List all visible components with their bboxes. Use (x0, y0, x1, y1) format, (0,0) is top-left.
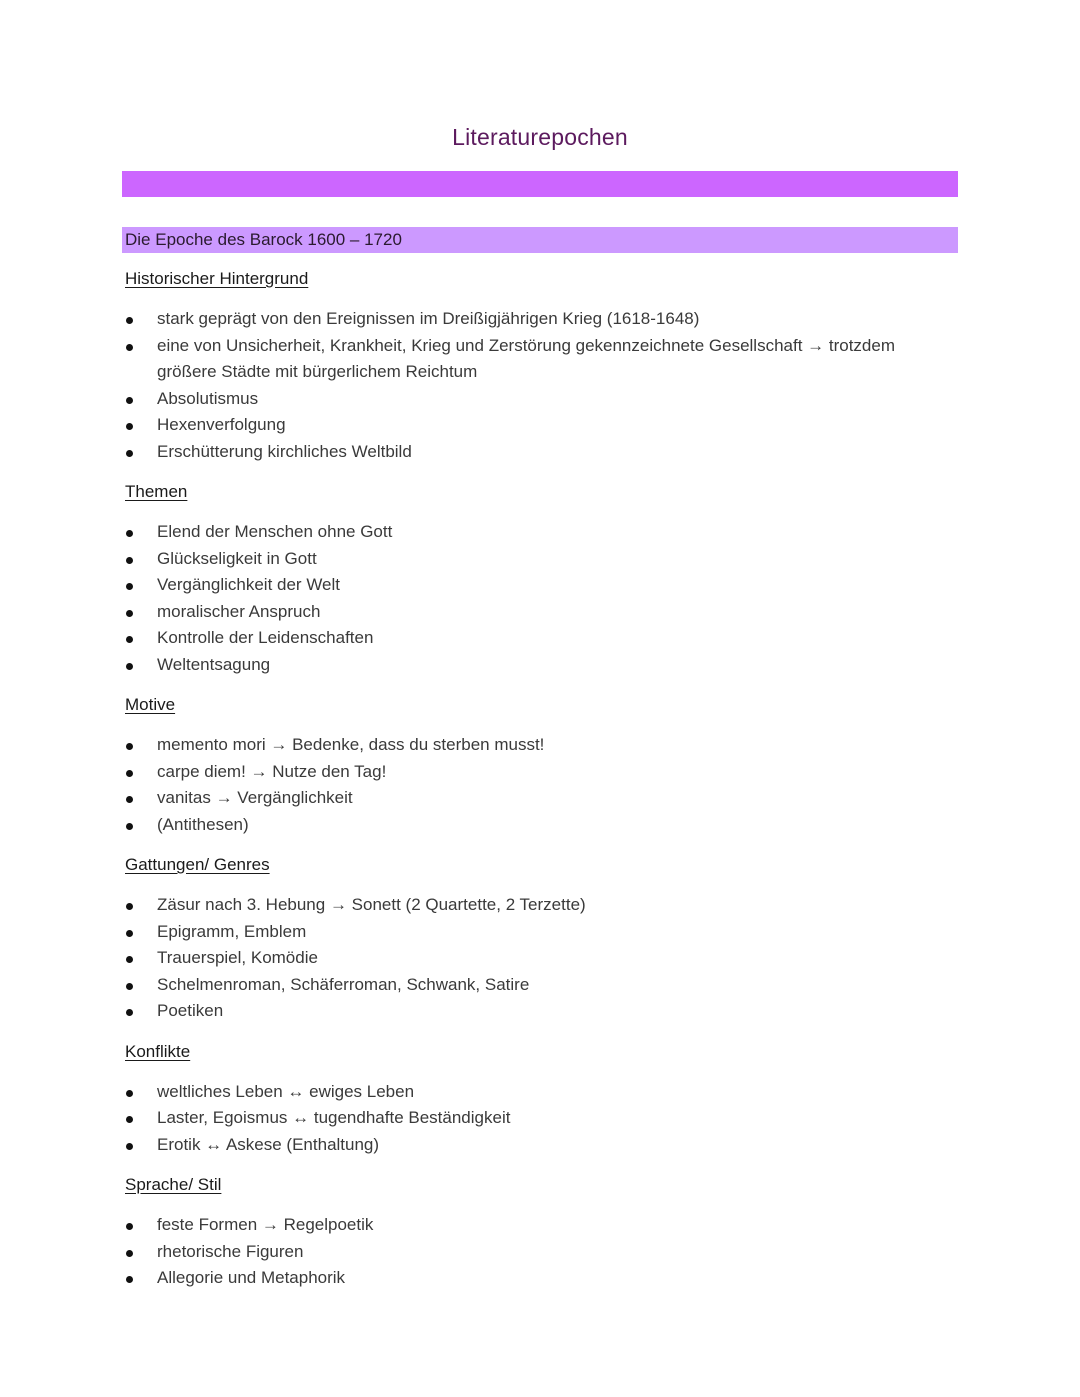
section-heading: Gattungen/ Genres (125, 855, 270, 874)
bullet-list (125, 892, 945, 1025)
list-item: Vergänglichkeit der Welt (125, 572, 945, 599)
section-gattungen-genres (125, 852, 945, 1025)
section-heading: Themen (125, 482, 188, 501)
list-item: Elend der Menschen ohne Gott (125, 519, 945, 546)
section-konflikte (125, 1039, 945, 1159)
bullet-list (125, 519, 945, 678)
section-heading: Konflikte (125, 1041, 191, 1061)
list-item: Absolutismus (125, 386, 945, 413)
list-item: Glückseligkeit in Gott (125, 546, 945, 573)
bullet-list (125, 306, 945, 465)
list-item: stark geprägt von den Ereignissen im Dreißigjährigen Krieg (1618-1648) (125, 306, 945, 333)
list-item: Allegorie und Metaphorik (125, 1265, 945, 1292)
list-item: eine von Unsicherheit, Krankheit, Krieg und Zerstörung gekennzeichnete Gesellschaft → trotzdem größere Städte mit bürgerlichem Reichtum (125, 333, 945, 386)
list-item: Laster, Egoismus ↔ tugendhafte Beständigkeit (125, 1105, 945, 1132)
list-item: feste Formen → Regelpoetik (125, 1212, 945, 1239)
document-body (125, 266, 945, 1306)
title-color-bar (122, 171, 958, 197)
list-item: Poetiken (125, 998, 945, 1025)
list-item: weltliches Leben ↔ ewiges Leben (125, 1079, 945, 1106)
list-item: Erotik ↔ Askese (Enthaltung) (125, 1132, 945, 1159)
list-item: moralischer Anspruch (125, 599, 945, 626)
section-historischer-hintergrund (125, 266, 945, 465)
list-item: vanitas → Vergänglichkeit (125, 785, 945, 812)
section-heading: Sprache/ Stil (125, 1175, 222, 1194)
list-item: Schelmenroman, Schäferroman, Schwank, Satire (125, 972, 945, 999)
epoch-heading: Die Epoche des Barock 1600 – 1720 (122, 227, 958, 253)
page-title: Literaturepochen (452, 124, 628, 150)
list-item: Zäsur nach 3. Hebung → Sonett (2 Quartette, 2 Terzette) (125, 892, 945, 919)
list-item: rhetorische Figuren (125, 1239, 945, 1266)
list-item: Weltentsagung (125, 652, 945, 679)
section-heading: Motive (125, 695, 176, 714)
bullet-list (125, 1079, 945, 1159)
list-item: memento mori → Bedenke, dass du sterben musst! (125, 732, 945, 759)
bullet-list (125, 732, 945, 838)
list-item: Epigramm, Emblem (125, 919, 945, 946)
list-item: Trauerspiel, Komödie (125, 945, 945, 972)
section-heading: Historischer Hintergrund (125, 269, 309, 288)
list-item: (Antithesen) (125, 812, 945, 839)
list-item: carpe diem! → Nutze den Tag! (125, 759, 945, 786)
list-item: Erschütterung kirchliches Weltbild (125, 439, 945, 466)
bullet-list (125, 1212, 945, 1292)
list-item: Kontrolle der Leidenschaften (125, 625, 945, 652)
list-item: Hexenverfolgung (125, 412, 945, 439)
section-sprache-stil (125, 1172, 945, 1292)
section-motive (125, 692, 945, 838)
section-themen (125, 479, 945, 678)
